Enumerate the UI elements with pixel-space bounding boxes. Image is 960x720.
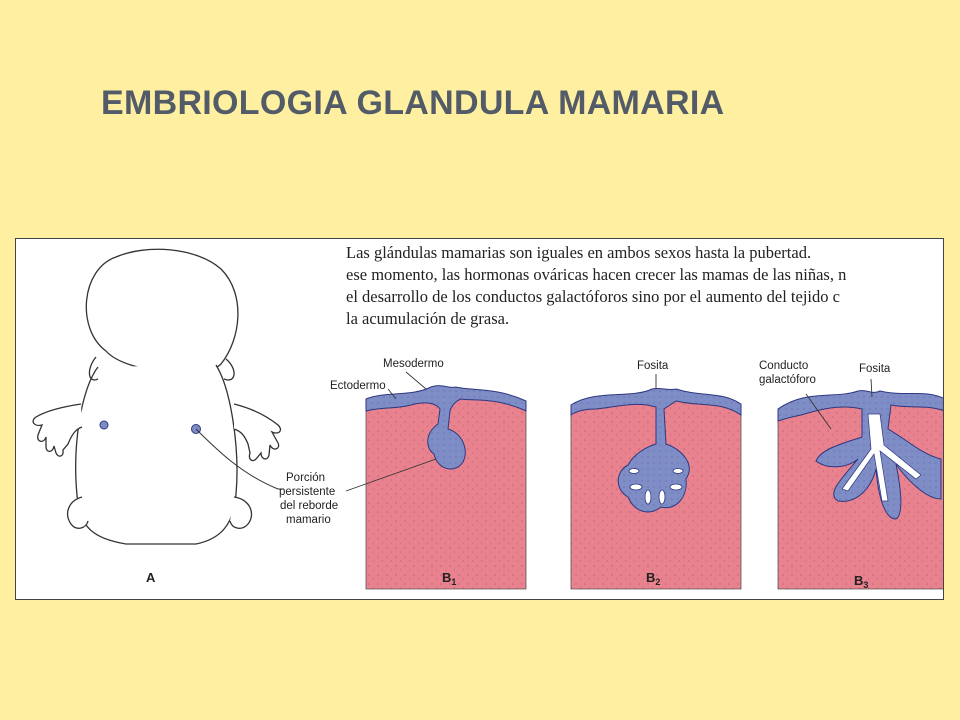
embryology-figure [15, 238, 944, 600]
label-porcion-3: del reborde [280, 500, 339, 512]
panel-b1-drawing [366, 386, 526, 589]
label-porcion-1: Porción [286, 472, 325, 484]
panel-b3-drawing [778, 391, 944, 589]
label-conducto-1: Conducto [759, 360, 809, 372]
label-fosita-b2: Fosita [637, 360, 669, 372]
caption-line: Las glándulas mamarias son iguales en ambos sexos hasta la pubertad. [346, 243, 812, 262]
embryo-drawing [33, 249, 280, 544]
label-porcion-2: persistente [279, 486, 336, 498]
panel-b2-drawing [571, 388, 741, 589]
label-fosita-b3: Fosita [859, 363, 891, 375]
label-mesodermo: Mesodermo [383, 358, 444, 370]
caption-line: el desarrollo de los conductos galactóforos sino por el aumento del tejido c [346, 287, 840, 306]
label-ectodermo: Ectodermo [330, 380, 386, 392]
panel-label-b2: $B_2$ [646, 570, 661, 587]
slide-title: EMBRIOLOGIA GLANDULA MAMARIA [101, 84, 725, 122]
label-conducto-2: galactóforo [759, 374, 816, 386]
panel-label-b1: $B_1$ [442, 570, 457, 587]
caption-line: la acumulación de grasa. [346, 309, 510, 328]
caption-line: ese momento, las hormonas ováricas hacen crecer las mamas de las niñas, n [346, 265, 847, 284]
panel-label-a: A [146, 570, 156, 585]
figure-caption [346, 242, 944, 330]
label-porcion-4: mamario [286, 514, 331, 526]
panel-label-b3: $B_3$ [854, 573, 869, 590]
